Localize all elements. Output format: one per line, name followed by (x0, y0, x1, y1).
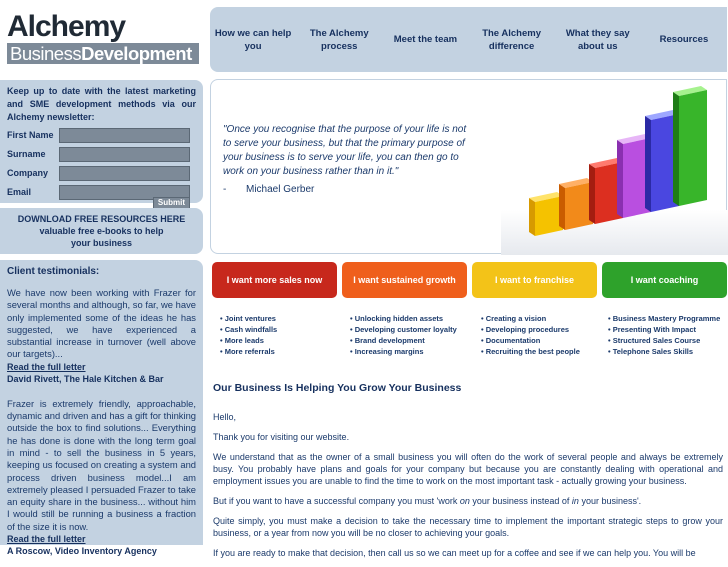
company-input[interactable] (59, 166, 190, 181)
bullet-list-franchise (481, 313, 580, 357)
bullet-list-coaching (608, 313, 720, 357)
bar-green (673, 86, 707, 206)
read-full-letter-link[interactable]: Read the full letter (7, 361, 86, 372)
logo-line-2 (7, 43, 199, 64)
testimonial-text: Frazer is extremely friendly, approachable, dynamic and driven and has a gift for thinking outside the box to find solutions... Everything he has done is done with the long term goal in mind - to sell the business in 5 years, keeping us focused on creating a system and process driven business model...I am extremely pleased I persuaded Frazer to take an equity share in the business... without him I would still be running a business a fraction of the size it is now. (7, 397, 196, 532)
text-run: your business instead of (469, 496, 572, 506)
text-run-italic: in (571, 496, 579, 506)
text-run: your business'. (578, 496, 642, 506)
nav-meet-the-team[interactable]: Meet the team (393, 34, 458, 45)
list-item: • Documentation (481, 335, 580, 346)
company-label: Company (7, 168, 49, 178)
cta-sustained-growth-button[interactable]: I want sustained growth (342, 262, 467, 298)
list-item: • Cash windfalls (220, 324, 277, 335)
list-item: • Creating a vision (481, 313, 580, 324)
quote-attribution (223, 184, 314, 195)
nav-resources[interactable]: Resources (659, 34, 709, 45)
nav-alchemy-process[interactable]: The Alchemy process (309, 27, 369, 52)
testimonials-heading: Client testimonials: (7, 266, 100, 277)
list-item: • Joint ventures (220, 313, 277, 324)
paragraph (213, 495, 723, 507)
first-name-label: First Name (7, 130, 54, 140)
paragraph: Thank you for visiting our website. (213, 432, 350, 442)
quote-text: "Once you recognise that the purpose of your life is not to serve your business, but that the primary purpose of your business is to serve your life, you can then go to work on your business rather than in it." (223, 124, 467, 177)
list-item: • Business Mastery Programme (608, 313, 720, 324)
email-label: Email (7, 187, 32, 197)
newsletter-panel (0, 80, 203, 207)
bar-yellow (529, 192, 563, 236)
list-item: • Recruiting the best people (481, 346, 580, 357)
cta-more-sales-button[interactable]: I want more sales now (212, 262, 337, 298)
submit-button[interactable]: Submit (153, 197, 190, 209)
quote-author: Michael Gerber (246, 184, 315, 195)
page-title: Our Business Is Helping You Grow Your Business (213, 382, 462, 394)
nav-alchemy-difference[interactable]: The Alchemy difference (482, 27, 541, 52)
nav-how-we-can-help[interactable]: How we can help you (214, 27, 292, 52)
logo-line-2b: Development (81, 43, 192, 64)
list-item: • More referrals (220, 346, 277, 357)
first-name-input[interactable] (59, 128, 190, 143)
list-item: • Brand development (350, 335, 457, 346)
bar-orange (559, 178, 593, 230)
field-row-surname (7, 146, 196, 162)
testimonials-panel (0, 260, 203, 557)
logo-line-1: Alchemy (7, 10, 126, 43)
surname-label: Surname (7, 149, 46, 159)
testimonial-author: A Roscow, Video Inventory Agency (7, 546, 157, 557)
download-resources-link[interactable] (0, 208, 203, 254)
list-item: • More leads (220, 335, 277, 346)
nav-what-they-say[interactable]: What they say about us (565, 27, 630, 52)
list-item: • Structured Sales Course (608, 335, 720, 346)
main-nav (210, 7, 727, 72)
list-item: • Presenting With Impact (608, 324, 720, 335)
field-row-company (7, 165, 196, 181)
list-item: • Telephone Sales Skills (608, 346, 720, 357)
text-run-italic: on (459, 496, 470, 506)
newsletter-intro: Keep up to date with the latest marketing and SME development methods via our Alchemy newsletter: (7, 86, 196, 122)
list-item: • Unlocking hidden assets (350, 313, 457, 324)
paragraph: We understand that as the owner of a small business you will often do the work of several people and always be extremely busy. You probably have plans and goals for your company but because you are constantly dealing with operational and employment issues you are unable to find the time to work on the most important task - actually growing your business. (213, 452, 723, 486)
cta-coaching-button[interactable]: I want coaching (602, 262, 727, 298)
field-row-first-name (7, 127, 196, 143)
list-item: • Developing customer loyalty (350, 324, 457, 335)
logo[interactable] (7, 12, 199, 62)
bullet-list-sales (220, 313, 277, 357)
surname-input[interactable] (59, 147, 190, 162)
download-line-2: valuable free e-books to help (39, 226, 164, 236)
list-item: • Developing procedures (481, 324, 580, 335)
text-run: But if you want to have a successful company you must 'work (213, 496, 460, 506)
testimonial-author: David Rivett, The Hale Kitchen & Bar (7, 373, 164, 384)
paragraph: If you are ready to make that decision, then call us so we can meet up for a coffee and see if we can help you. You will be (213, 548, 696, 558)
logo-line-2a: Business (10, 43, 82, 64)
list-item: • Increasing margins (350, 346, 457, 357)
quote-panel (210, 79, 727, 254)
main-content (213, 382, 723, 567)
quote-dash: - (223, 184, 227, 195)
read-full-letter-link[interactable]: Read the full letter (7, 534, 86, 545)
download-line-3: your business (70, 238, 133, 248)
testimonial-text: We have now been working with Frazer for several months and although, so far, we have only implemented some of the ideas he has suggested, we have experienced a substantial increase in turnover (well above our targets)... (7, 287, 196, 360)
bullet-list-growth (350, 313, 457, 357)
paragraph: Hello, (213, 412, 237, 422)
growth-chart-illustration (501, 80, 728, 255)
cta-franchise-button[interactable]: I want to franchise (472, 262, 597, 298)
download-title: DOWNLOAD FREE RESOURCES HERE (17, 214, 186, 224)
paragraph: Quite simply, you must make a decision to take the necessary time to implement the important strategic steps to grow your business, or a year from now you will be no closer to achieving your goals. (213, 516, 723, 538)
